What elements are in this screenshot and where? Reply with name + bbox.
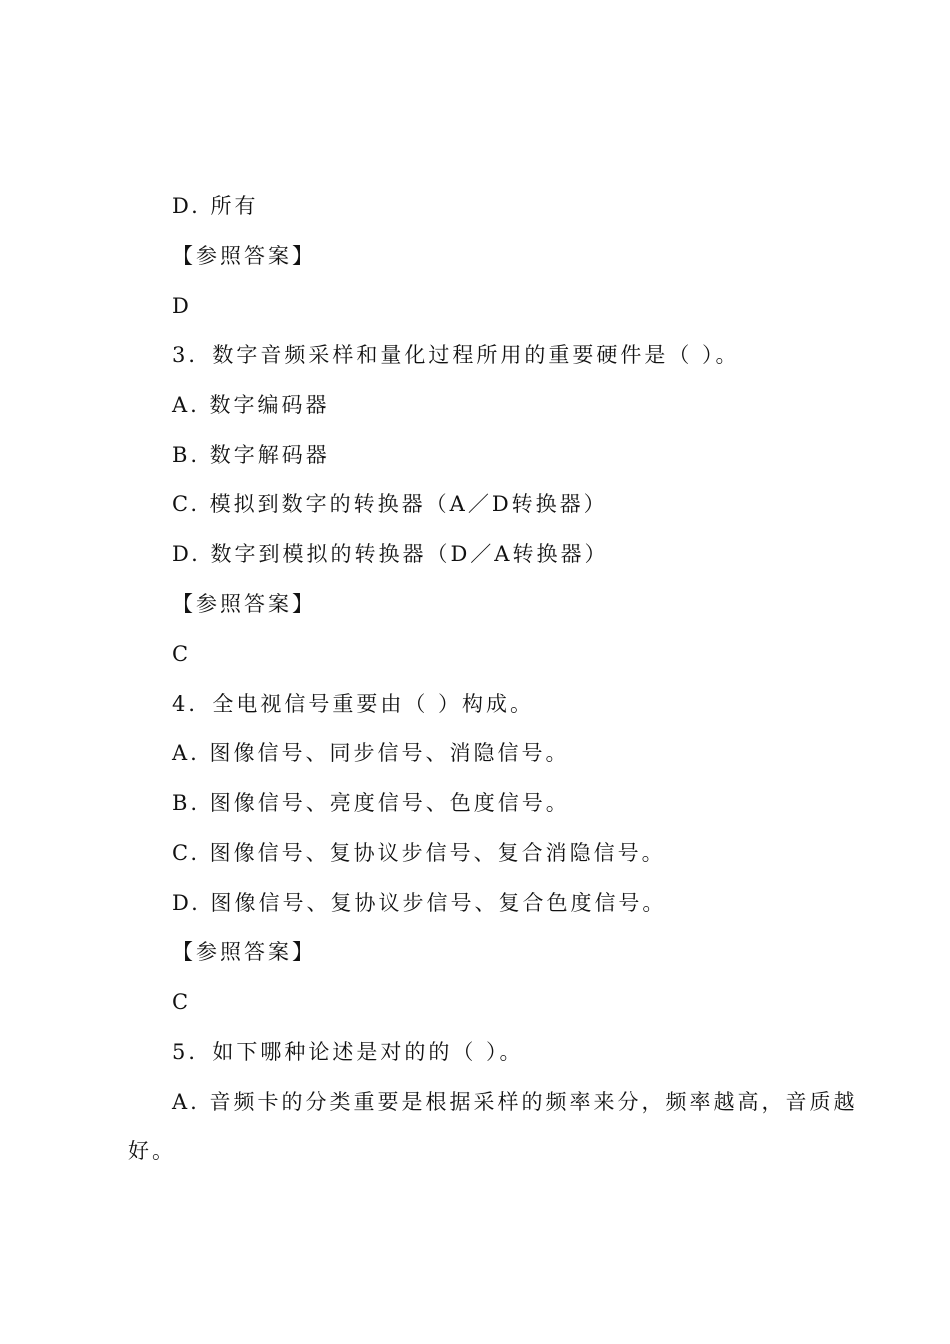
answer-value: C — [172, 990, 192, 1014]
question-4-option-b: B. 图像信号、亮度信号、色度信号。 — [172, 791, 570, 815]
question-5: 5．如下哪种论述是对的的（ ）。 — [172, 1040, 524, 1064]
question-4-option-c: C. 图像信号、复协议步信号、复合消隐信号。 — [172, 841, 666, 865]
option-d-all: D. 所有 — [172, 194, 259, 218]
question-3-option-c: C. 模拟到数字的转换器（A／D转换器） — [172, 492, 608, 516]
question-3-option-b: B. 数字解码器 — [172, 443, 330, 467]
question-5-option-a-continued: 好。 — [128, 1139, 176, 1163]
question-3-option-d: D. 数字到模拟的转换器（D／A转换器） — [172, 542, 609, 566]
answer-heading: 【参照答案】 — [172, 244, 316, 268]
question-4: 4．全电视信号重要由（ ）构成。 — [172, 692, 535, 716]
question-3-option-a: A. 数字编码器 — [172, 393, 330, 417]
answer-heading: 【参照答案】 — [172, 940, 316, 964]
question-4-option-d: D. 图像信号、复协议步信号、复合色度信号。 — [172, 891, 667, 915]
answer-value: C — [172, 642, 192, 666]
question-4-option-a: A. 图像信号、同步信号、消隐信号。 — [172, 741, 570, 765]
question-3: 3．数字音频采样和量化过程所用的重要硬件是（ ）。 — [172, 343, 740, 367]
answer-heading: 【参照答案】 — [172, 592, 316, 616]
question-5-option-a: A. 音频卡的分类重要是根据采样的频率来分，频率越高，音质越 — [172, 1090, 858, 1114]
answer-value: D — [172, 294, 192, 318]
